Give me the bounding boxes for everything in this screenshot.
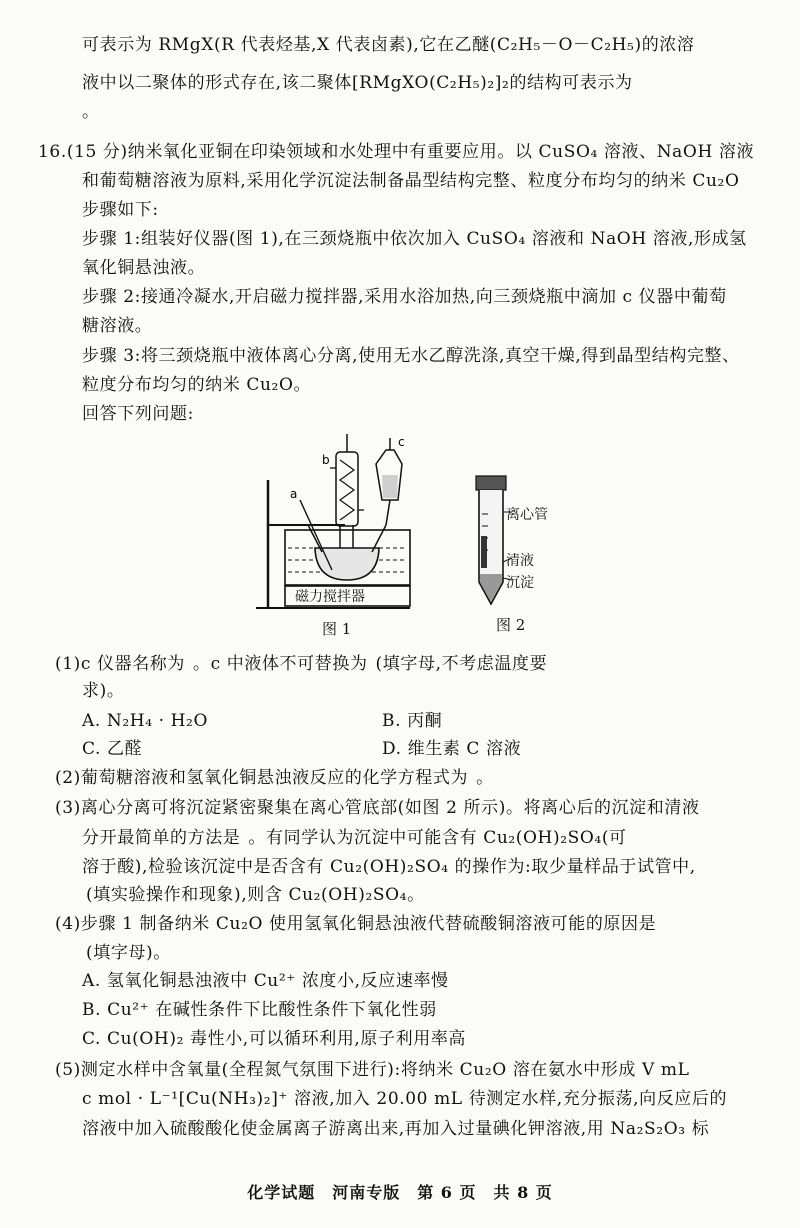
p4-option-c[interactable]: C. Cu(OH)₂ 毒性小,可以循环利用,原子利用率高 bbox=[82, 1029, 467, 1049]
p3-line-2: 分开最简单的方法是 。有同学认为沉淀中可能含有 Cu₂(OH)₂SO₄(可 bbox=[82, 828, 627, 848]
figure-1-caption: 图 1 bbox=[322, 620, 352, 638]
step1-line-2: 氧化铜悬浊液。 bbox=[82, 258, 206, 278]
p1-option-b[interactable]: B. 丙酮 bbox=[382, 711, 443, 731]
intro-line-3: 。 bbox=[82, 102, 100, 122]
p5-line-2: c mol · L⁻¹[Cu(NH₃)₂]⁺ 溶液,加入 20.00 mL 待测定水样,充分振荡,向反应后的 bbox=[82, 1089, 728, 1109]
intro-line-2: 液中以二聚体的形式存在,该二聚体[RMgXO(C₂H₅)₂]₂的结构可表示为 bbox=[82, 73, 633, 93]
svg-text:b: b bbox=[322, 453, 330, 467]
step2-line-2: 糖溶液。 bbox=[82, 316, 153, 336]
step3-line-1: 步骤 3:将三颈烧瓶中液体离心分离,使用无水乙醇洗涤,真空干燥,得到晶型结构完整、 bbox=[82, 346, 740, 366]
p5-line-1: (5)测定水样中含氧量(全程氮气氛围下进行):将纳米 Cu₂O 溶在氨水中形成 V mL bbox=[55, 1060, 690, 1080]
p4-line-1: (4)步骤 1 制备纳米 Cu₂O 使用氢氧化铜悬浊液代替硫酸铜溶液可能的原因是 bbox=[55, 914, 657, 934]
figure-2-caption: 图 2 bbox=[496, 616, 526, 634]
p1-option-c[interactable]: C. 乙醛 bbox=[82, 739, 143, 759]
p1-line-1: (1)c 仪器名称为 。c 中液体不可替换为 (填字母,不考虑温度要 bbox=[55, 654, 548, 674]
figure-1-stirrer-label: 磁力搅拌器 bbox=[295, 589, 365, 605]
svg-text:a: a bbox=[290, 487, 298, 501]
q16-heading: 16.(15 分)纳米氧化亚铜在印染领域和水处理中有重要应用。以 CuSO₄ 溶液、NaOH 溶液 bbox=[38, 142, 755, 162]
figure-2-supernatant-label: 清液 bbox=[506, 553, 534, 569]
p4-option-b[interactable]: B. Cu²⁺ 在碱性条件下比酸性条件下氧化性弱 bbox=[82, 1000, 437, 1020]
q16-line-2: 和葡萄糖溶液为原料,采用化学沉淀法制备晶型结构完整、粒度分布均匀的纳米 Cu₂O bbox=[82, 171, 740, 191]
p5-line-3: 溶液中加入硫酸酸化使金属离子游离出来,再加入过量碘化钾溶液,用 Na₂S₂O₃ 标 bbox=[82, 1119, 710, 1139]
p3-line-1: (3)离心分离可将沉淀紧密聚集在离心管底部(如图 2 所示)。将离心后的沉淀和清液 bbox=[55, 798, 700, 818]
p1-option-d[interactable]: D. 维生素 C 溶液 bbox=[382, 739, 522, 759]
intro-line-1: 可表示为 RMgX(R 代表烃基,X 代表卤素),它在乙醚(C₂H₅－O－C₂H₅)的浓溶 bbox=[82, 35, 695, 55]
p4-line-2: (填字母)。 bbox=[86, 943, 171, 963]
p3-line-3: 溶于酸),检验该沉淀中是否含有 Cu₂(OH)₂SO₄ 的操作为:取少量样品于试管中, bbox=[82, 857, 696, 877]
p2-line-1: (2)葡萄糖溶液和氢氧化铜悬浊液反应的化学方程式为 。 bbox=[55, 768, 494, 788]
step1-line-1: 步骤 1:组装好仪器(图 1),在三颈烧瓶中依次加入 CuSO₄ 溶液和 NaOH 溶液,形成氢 bbox=[82, 229, 747, 249]
svg-text:c: c bbox=[398, 435, 405, 449]
p4-option-a[interactable]: A. 氢氧化铜悬浊液中 Cu²⁺ 浓度小,反应速率慢 bbox=[82, 971, 449, 991]
step2-line-1: 步骤 2:接通冷凝水,开启磁力搅拌器,采用水浴加热,向三颈烧瓶中滴加 c 仪器中葡萄 bbox=[82, 287, 727, 307]
figure-2-precipitate-label: 沉淀 bbox=[506, 575, 534, 591]
step3-line-2: 粒度分布均匀的纳米 Cu₂O。 bbox=[82, 375, 312, 395]
p1-line-2: 求)。 bbox=[82, 681, 125, 701]
answer-prompt: 回答下列问题: bbox=[82, 404, 194, 424]
p3-line-4: (填实验操作和现象),则含 Cu₂(OH)₂SO₄。 bbox=[86, 885, 425, 905]
p1-option-a[interactable]: A. N₂H₄ · H₂O bbox=[82, 711, 209, 731]
figure-2-tube-label: 离心管 bbox=[506, 507, 548, 523]
page-footer: 化学试题 河南专版 第 6 页 共 8 页 bbox=[247, 1183, 553, 1202]
q16-line-3: 步骤如下: bbox=[82, 200, 159, 220]
